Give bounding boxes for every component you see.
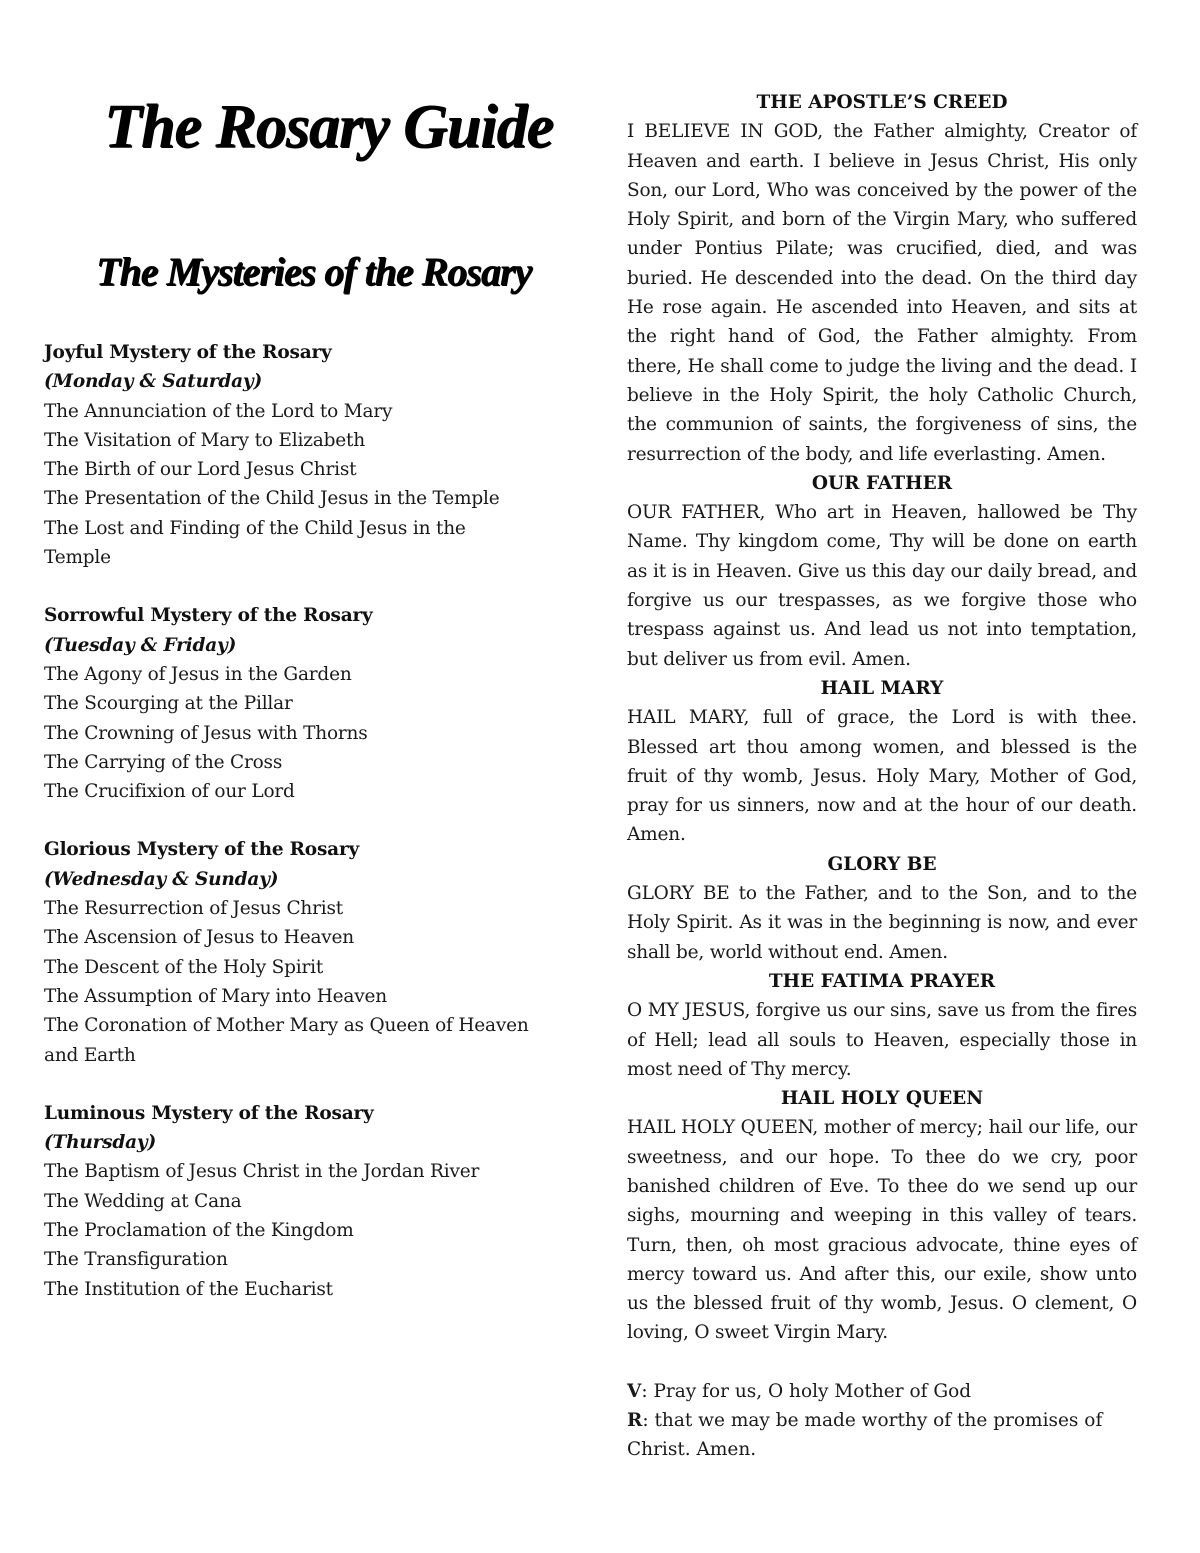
response-label: R	[627, 1410, 643, 1432]
prayer-text: O MY JESUS, forgive us our sins, save us from the fires of Hell; lead all souls to Heaven, especially those in most need of Thy mercy.	[627, 1000, 1137, 1080]
group-days: (Monday & Saturday)	[44, 371, 262, 393]
mystery-item: The Visitation of Mary to Elizabeth	[44, 429, 365, 451]
mystery-item: The Crucifixion of our Lord	[44, 781, 295, 803]
versicle-text: : Pray for us, O holy Mother of God	[641, 1380, 972, 1402]
group-title: Luminous Mystery of the Rosary	[44, 1102, 374, 1124]
prayer-apostles-creed	[627, 88, 1137, 469]
mystery-item: The Scourging at the Pillar	[44, 693, 293, 715]
versicle	[627, 1377, 1137, 1406]
group-days: (Thursday)	[44, 1132, 157, 1154]
prayer-heading: HAIL MARY	[820, 677, 944, 699]
mystery-item: The Carrying of the Cross	[44, 751, 283, 773]
group-title: Sorrowful Mystery of the Rosary	[44, 605, 373, 627]
prayer-heading: HAIL HOLY QUEEN	[780, 1088, 984, 1110]
versicle-response	[627, 1377, 1137, 1465]
prayer-heading: THE APOSTLE’S CREED	[756, 92, 1008, 113]
group-title: Glorious Mystery of the Rosary	[44, 839, 360, 861]
prayer-glory-be	[627, 850, 1137, 967]
mystery-item: The Lost and Finding of the Child Jesus in the Temple	[44, 517, 466, 569]
prayer-our-father	[627, 469, 1137, 674]
mystery-group-luminous	[44, 1099, 574, 1304]
mystery-item: The Crowning of Jesus with Thorns	[44, 722, 368, 744]
response	[627, 1406, 1137, 1465]
mystery-item: The Resurrection of Jesus Christ	[44, 898, 344, 920]
section-title: The Mysteries of the Rosary	[96, 249, 532, 294]
prayers-column	[627, 88, 1137, 1465]
prayer-text: OUR FATHER, Who art in Heaven, hallowed be Thy Name. Thy kingdom come, Thy will be done on earth as it is in Heaven. Give us this day our daily bread, and forgive us our trespasses, as we forgive those who trespass against us. And lead us not into temptation, but deliver us from evil. Amen.	[627, 502, 1137, 670]
mystery-item: The Birth of our Lord Jesus Christ	[44, 459, 357, 481]
prayer-fatima	[627, 967, 1137, 1084]
mystery-group-joyful	[44, 338, 574, 572]
prayer-hail-mary	[627, 674, 1137, 850]
prayer-text: GLORY BE to the Father, and to the Son, and to the Holy Spirit. As it was in the beginning is now, and ever shall be, world without end. Amen.	[627, 883, 1137, 963]
page-title: The Rosary Guide	[104, 93, 553, 161]
mystery-item: The Presentation of the Child Jesus in the Temple	[44, 488, 500, 510]
versicle-label: V	[627, 1380, 642, 1402]
prayer-text: HAIL MARY, full of grace, the Lord is with thee. Blessed art thou among women, and blessed is the fruit of thy womb, Jesus. Holy Mary, Mother of God, pray for us sinners, now and at the hour of our death. Amen.	[627, 707, 1137, 846]
mystery-item: The Wedding at Cana	[44, 1190, 242, 1212]
mystery-item: The Annunciation of the Lord to Mary	[44, 400, 393, 422]
mystery-item: The Agony of Jesus in the Garden	[44, 663, 352, 685]
prayer-text: HAIL HOLY QUEEN, mother of mercy; hail our life, our sweetness, and our hope. To thee do we cry, poor banished children of Eve. To thee do we send up our sighs, mourning and weeping in this valley of tears. Turn, then, oh most gracious advocate, thine eyes of mercy toward us. And after this, our exile, show unto us the blessed fruit of thy womb, Jesus. O clement, O loving, O sweet Virgin Mary.	[627, 1117, 1137, 1344]
prayer-heading: GLORY BE	[827, 853, 937, 875]
mystery-item: The Baptism of Jesus Christ in the Jordan River	[44, 1161, 480, 1183]
prayer-heading: OUR FATHER	[811, 472, 953, 494]
mystery-item: The Proclamation of the Kingdom	[44, 1220, 354, 1242]
mysteries-column	[44, 80, 574, 1333]
mystery-item: The Institution of the Eucharist	[44, 1278, 333, 1300]
group-days: (Tuesday & Friday)	[44, 634, 237, 656]
response-text: : that we may be made worthy of the promises of Christ. Amen.	[627, 1410, 1103, 1461]
mystery-item: The Assumption of Mary into Heaven	[44, 985, 387, 1007]
mystery-list	[44, 338, 574, 1304]
group-days: (Wednesday & Sunday)	[44, 868, 279, 890]
mystery-item: The Ascension of Jesus to Heaven	[44, 927, 354, 949]
prayer-hail-holy-queen	[627, 1084, 1137, 1348]
mystery-item: The Descent of the Holy Spirit	[44, 956, 324, 978]
mystery-item: The Transfiguration	[44, 1249, 228, 1271]
mystery-item: The Coronation of Mother Mary as Queen of Heaven and Earth	[44, 1015, 529, 1066]
mystery-group-sorrowful	[44, 601, 574, 806]
group-title: Joyful Mystery of the Rosary	[44, 342, 332, 363]
mystery-group-glorious	[44, 835, 574, 1069]
prayer-heading: THE FATIMA PRAYER	[768, 970, 996, 992]
prayer-text: I BELIEVE IN GOD, the Father almighty, Creator of Heaven and earth. I believe in Jesus Christ, His only Son, our Lord, Who was conceived by the power of the Holy Spirit, and born of the Virgin Mary, who suffered under Pontius Pilate; was crucified, died, and was buried. He descended into the dead. On the third day He rose again. He ascended into Heaven, and sits at the right hand of God, the Father almighty. From there, He shall come to judge the living and the dead. I believe in the Holy Spirit, the holy Catholic Church, the communion of saints, the forgiveness of sins, the resurrection of the body, and life everlasting. Amen.	[627, 121, 1137, 465]
